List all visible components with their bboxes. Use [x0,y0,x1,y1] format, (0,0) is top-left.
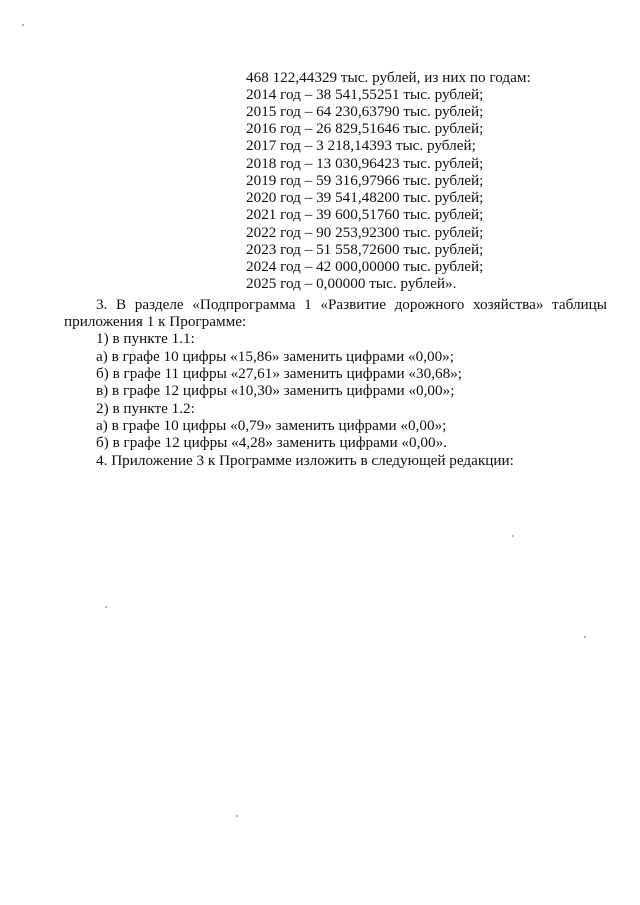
scan-speck [584,636,586,638]
subitem-line: б) в графе 12 цифры «4,28» заменить цифрами «0,00». [96,434,447,451]
item4-paragraph: 4. Приложение 3 к Программе изложить в следующей редакции: [96,452,514,469]
subitem-line: а) в графе 10 цифры «0,79» заменить цифрами «0,00»; [96,417,447,434]
scan-speck [236,815,238,817]
funding-year-line: 2021 год – 39 600,51760 тыс. рублей; [246,206,484,223]
item3-paragraph-first-line: 3. В разделе «Подпрограмма 1 «Развитие дорожного хозяйства» таблицы [96,296,607,313]
scan-speck [22,24,24,26]
funding-year-line: 2015 год – 64 230,63790 тыс. рублей; [246,103,484,120]
funding-year-line: 2025 год – 0,00000 тыс. рублей». [246,275,457,292]
funding-year-line: 2018 год – 13 030,96423 тыс. рублей; [246,155,484,172]
subitem-line: а) в графе 10 цифры «15,86» заменить цифрами «0,00»; [96,348,454,365]
scan-speck [105,606,107,608]
funding-intro: 468 122,44329 тыс. рублей, из них по годам: [246,69,531,86]
scan-speck [512,535,514,537]
subitem-heading: 1) в пункте 1.1: [96,330,195,347]
funding-year-line: 2024 год – 42 000,00000 тыс. рублей; [246,258,484,275]
subitem-heading: 2) в пункте 1.2: [96,400,195,417]
funding-year-line: 2019 год – 59 316,97966 тыс. рублей; [246,172,484,189]
funding-year-line: 2023 год – 51 558,72600 тыс. рублей; [246,241,484,258]
funding-year-line: 2017 год – 3 218,14393 тыс. рублей; [246,137,476,154]
funding-year-line: 2014 год – 38 541,55251 тыс. рублей; [246,86,484,103]
item3-paragraph-second-line: приложения 1 к Программе: [64,313,247,330]
funding-year-line: 2020 год – 39 541,48200 тыс. рублей; [246,189,484,206]
funding-year-line: 2022 год – 90 253,92300 тыс. рублей; [246,224,484,241]
funding-year-line: 2016 год – 26 829,51646 тыс. рублей; [246,120,484,137]
subitem-line: в) в графе 12 цифры «10,30» заменить цифрами «0,00»; [96,382,455,399]
subitem-line: б) в графе 11 цифры «27,61» заменить цифрами «30,68»; [96,365,463,382]
